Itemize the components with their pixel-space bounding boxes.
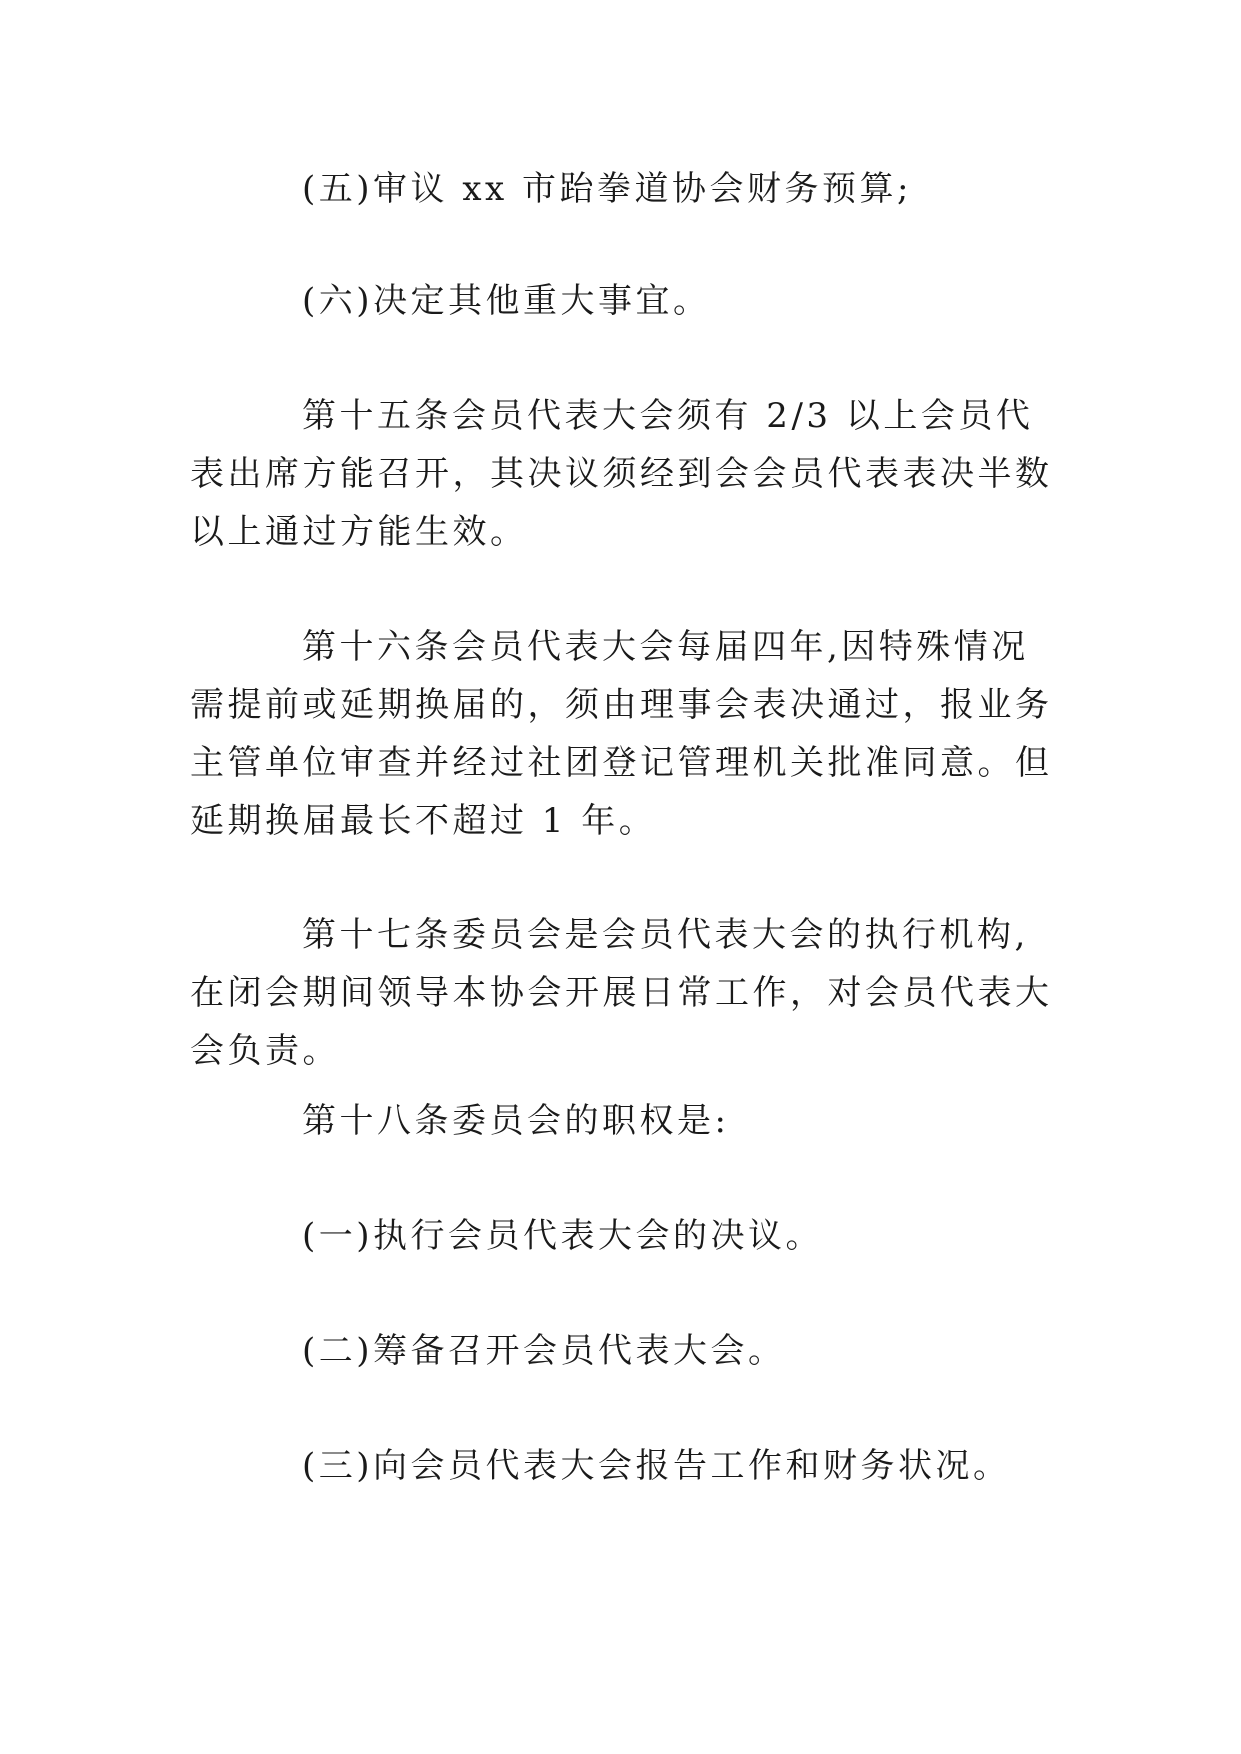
paragraph-item-6: (六)决定其他重大事宜。	[302, 281, 711, 321]
paragraph-article-16: 第十六条会员代表大会每届四年,因特殊情况需提前或延期换届的，须由理事会表决通过，报业务主管单位审查并经过社团登记管理机关批准同意。但延期换届最长不超过 1 年。	[190, 627, 1053, 841]
paragraph-item-3: (三)向会员代表大会报告工作和财务状况。	[302, 1446, 1011, 1486]
paragraph-article-17: 第十七条委员会是会员代表大会的执行机构,在闭会期间领导本协会开展日常工作，对会员代表大会负责。	[190, 915, 1053, 1071]
paragraph-article-18: 第十八条委员会的职权是:	[302, 1101, 730, 1141]
paragraph-item-5: (五)审议 xx 市跆拳道协会财务预算;	[302, 169, 912, 209]
paragraph-article-15: 第十五条会员代表大会须有 2/3 以上会员代表出席方能召开，其决议须经到会会员代表表决半数以上通过方能生效。	[190, 396, 1053, 552]
paragraph-item-2: (二)筹备召开会员代表大会。	[302, 1331, 786, 1371]
paragraph-item-1: (一)执行会员代表大会的决议。	[302, 1216, 824, 1256]
